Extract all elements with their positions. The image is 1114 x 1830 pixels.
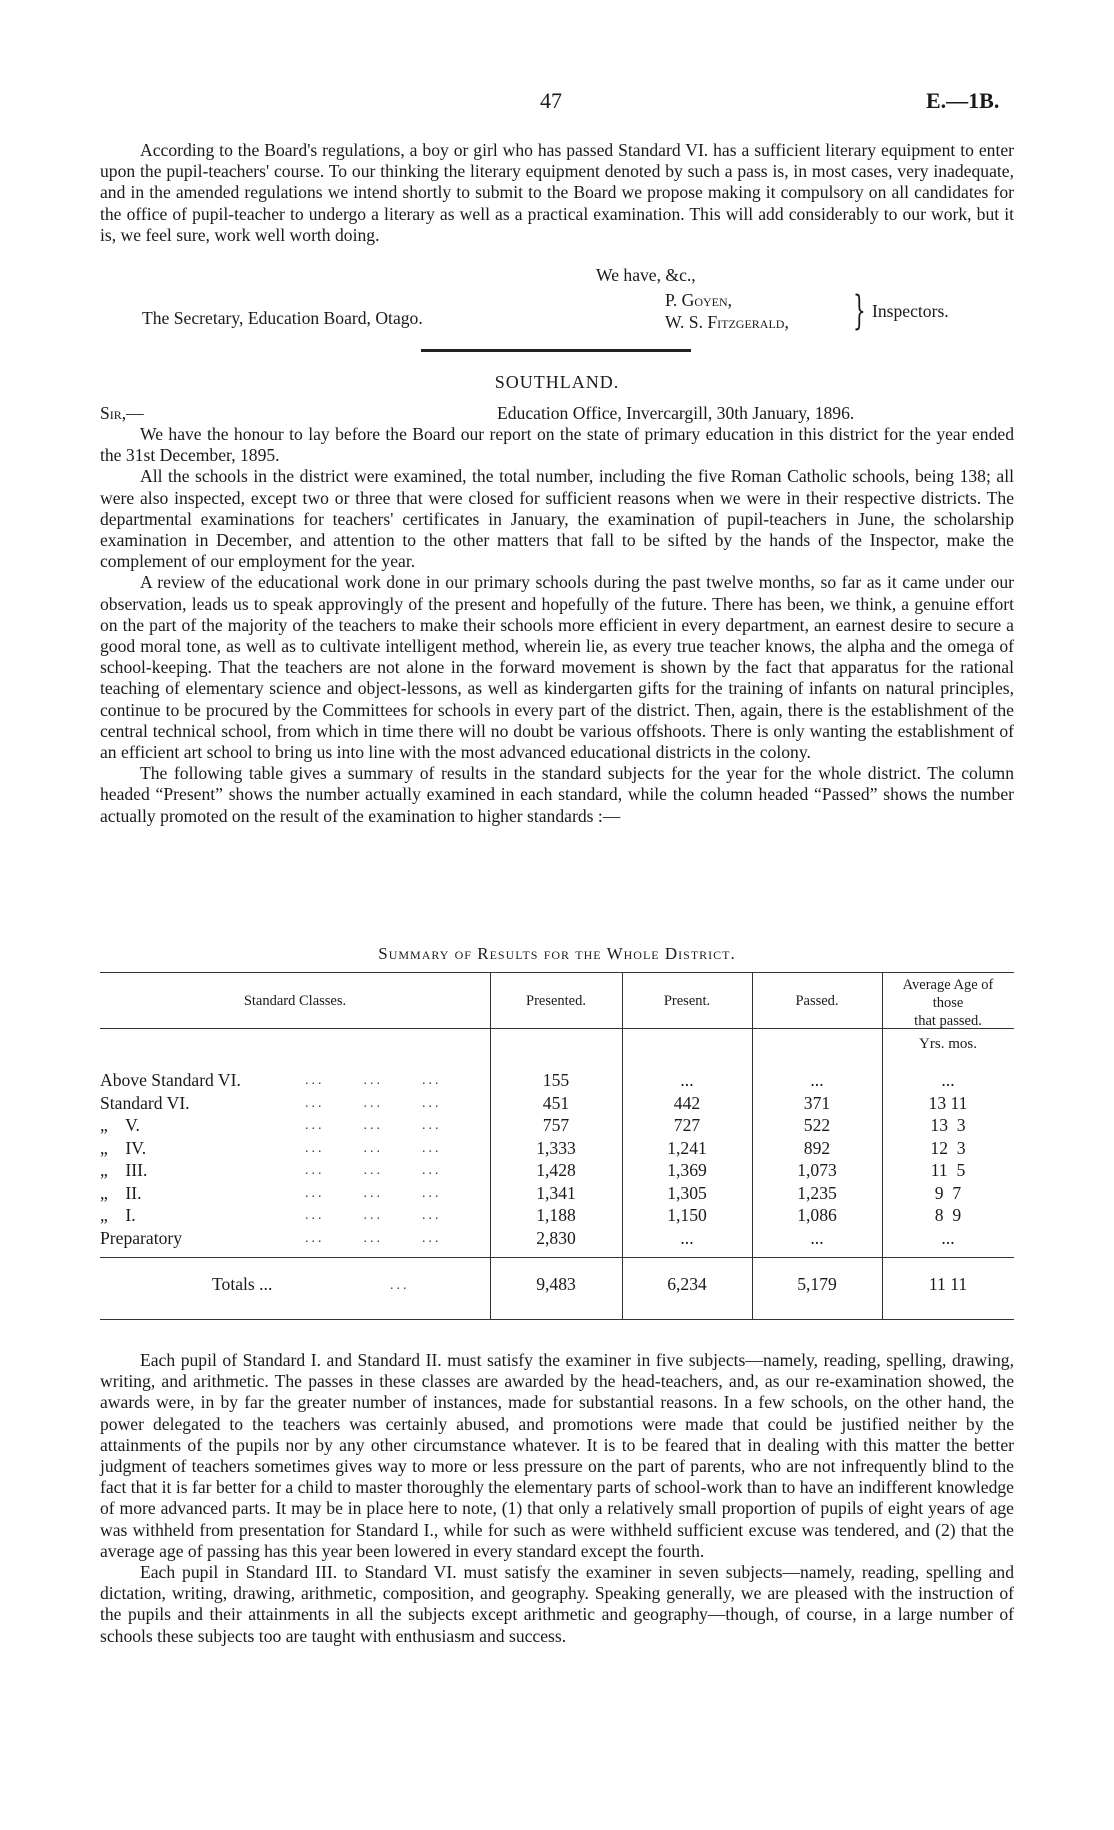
leader-dots: ... ... ... — [305, 1230, 442, 1246]
table-rule — [100, 972, 1014, 973]
header-present: Present. — [663, 993, 711, 1009]
addressee: The Secretary, Education Board, Otago. — [142, 308, 423, 328]
cell-age: ... — [941, 1070, 955, 1090]
cell-presented: 757 — [542, 1115, 570, 1135]
signature-block — [0, 290, 1114, 338]
table-rule — [100, 1319, 1014, 1320]
row-label: Preparatory — [100, 1227, 183, 1248]
cell-presented: 451 — [542, 1092, 570, 1113]
row-label: „ II. — [100, 1182, 142, 1203]
cell-present: 1,305 — [667, 1182, 707, 1203]
document-code: E.—1B. — [926, 88, 1000, 113]
totals-present: 6,234 — [667, 1274, 707, 1294]
cell-present: ... — [680, 1227, 694, 1248]
cell-passed: 371 — [803, 1092, 831, 1113]
table-rule — [100, 1028, 1014, 1029]
cell-age: 12 3 — [930, 1137, 966, 1158]
cell-passed: 522 — [803, 1115, 831, 1135]
cell-age: 13 11 — [928, 1092, 968, 1113]
row-label: „ V. — [100, 1115, 140, 1135]
paragraph: The following table gives a summary of results in the standard subjects for the year for the whole district. The column headed “Present” shows the number actually examined in each standard, while the column headed “Passed” shows the number actually promoted on the result of the examination to higher standards :— — [100, 763, 1014, 826]
age-unit: Yrs. mos. — [919, 1036, 977, 1052]
inspector-name: P. Goyen, — [665, 290, 733, 310]
cell-present: 1,150 — [667, 1205, 707, 1225]
cell-passed: 1,086 — [797, 1205, 837, 1225]
leader-dots: ... ... ... — [305, 1118, 442, 1133]
results-table — [100, 970, 1014, 1320]
cell-passed: 1,073 — [797, 1160, 837, 1180]
paragraph: All the schools in the district were examined, the total number, including the five Roman Catholic schools, being 138; all were also inspected, except two or three that were closed for sufficient reasons when we were in their respective districts. The departmental examinations for teachers' certificates in January, the examination of pupil-teachers in June, the scholarship examination in December, and attention to the other matters that fall to be sifted by the hands of the Inspector, make the complement of our employment for the year. — [100, 466, 1014, 572]
cell-passed: ... — [810, 1070, 824, 1090]
cell-present: 1,369 — [667, 1160, 707, 1180]
paragraph: A review of the educational work done in our primary schools during the past twelve months, so far as it came under our observation, leads us to speak approvingly of the present and hopefully of the future. There has been, we think, a genuine effort on the part of the majority of the teachers to make their schools more efficient in every department, an earnest desire to secure a good moral tone, as well as to cultivate intelligent method, wherein lie, as every true teacher knows, the alpha and the omega of school-keeping. That the teachers are not alone in the forward movement is shown by the fact that apparatus for the rational teaching of elementary science and object-lessons, as well as kindergarten gifts for the training of infants on natural principles, continue to be procured by the Committees for schools in every part of the district. Then, again, there is the establishment of the central technical school, from which in time there will no doubt be various offshoots. There is only wanting the establishment of an efficient art school to bring us into line with the most advanced educational districts in the colony. — [100, 572, 1014, 763]
cell-presented: 1,428 — [536, 1160, 576, 1180]
leader-dots: ... ... ... — [305, 1163, 442, 1178]
cell-present: 1,241 — [667, 1137, 707, 1158]
paragraph: We have the honour to lay before the Board our report on the state of primary education in this district for the year ended the 31st December, 1895. — [100, 424, 1014, 466]
section-divider — [421, 349, 691, 352]
cell-age: 11 5 — [930, 1160, 966, 1180]
leader-dots: ... ... ... — [305, 1073, 442, 1088]
totals-label: Totals ... — [212, 1274, 273, 1294]
cell-presented: 2,830 — [536, 1227, 576, 1248]
otago-paragraph: According to the Board's regulations, a boy or girl who has passed Standard VI. has a sufficient literary equipment to enter upon the pupil-teachers' course. To our thinking the literary equipment denoted by such a pass is, in most cases, very inadequate, and in the amended regulations we intend shortly to submit to the Board we propose making it compulsory on all candidates for the office of pupil-teacher to undergo a literary as well as a practical examination. This will add considerably to our work, but it is, we feel sure, work well worth doing. — [100, 140, 1014, 245]
section-title: SOUTHLAND. — [494, 372, 620, 392]
cell-passed: 1,235 — [797, 1182, 837, 1203]
header-age-line: Average Age of — [902, 977, 994, 993]
cell-age: 9 7 — [934, 1182, 962, 1203]
paragraph: Each pupil of Standard I. and Standard II. must satisfy the examiner in five subjects—namely, reading, spelling, drawing, writing, and arithmetic. The passes in these classes are awarded by the head-teachers, and, as our re-examination showed, the awards were, in by far the greater number of instances, made for substantial reasons. In a few schools, on the other hand, the power delegated to the teachers was certainly abused, and promotions were made that could be justified neither by the attainments of the pupils nor by any other circumstance whatever. It is to be feared that in dealing with this matter the better judgment of teachers sometimes gives way to more or less pressure on the part of parents, who are not infrequently blind to the fact that it is far better for a child to master thoroughly the elementary parts of school-work than to have an indifferent knowledge of more advanced parts. It may be in place here to note, (1) that only a relatively small proportion of pupils of eight years of age was withheld from presentation for Standard I., while for such as were withheld sufficient excuse was tendered, and (2) that the average age of passing has this year been lowered in every standard except the fourth. — [100, 1350, 1014, 1561]
cell-presented: 1,341 — [536, 1182, 576, 1203]
cell-age: 13 3 — [930, 1115, 966, 1135]
cell-passed: ... — [810, 1227, 824, 1248]
leader-dots: ... ... ... — [305, 1185, 442, 1201]
inspector-role: Inspectors. — [872, 301, 949, 321]
brace-symbol: } — [853, 288, 866, 334]
southland-body-continued — [100, 1350, 1014, 1647]
row-label: Standard VI. — [100, 1092, 190, 1113]
inspector-name: W. S. Fitzgerald, — [665, 312, 789, 332]
cell-presented: 155 — [542, 1070, 570, 1090]
leader-dots: ... ... ... — [305, 1095, 442, 1111]
leader-dots: ... ... ... — [305, 1140, 442, 1156]
signature-we-have: We have, &c., — [596, 265, 696, 285]
header-age-line: those — [932, 995, 964, 1011]
table-rule — [100, 1257, 1014, 1258]
table-title: Summary of Results for the Whole District. — [378, 944, 736, 963]
row-label: „ III. — [100, 1160, 148, 1180]
header-age-line: that passed. — [914, 1013, 982, 1029]
cell-present: 442 — [673, 1092, 701, 1113]
cell-presented: 1,188 — [536, 1205, 576, 1225]
header-passed: Passed. — [795, 993, 839, 1009]
dateline: Education Office, Invercargill, 30th January, 1896. — [497, 403, 855, 423]
totals-age: 11 11 — [928, 1274, 968, 1294]
leader-dots: ... ... ... — [305, 1208, 442, 1223]
salutation: Sir,— — [100, 403, 144, 423]
cell-passed: 892 — [803, 1137, 831, 1158]
header-presented: Presented. — [526, 993, 586, 1009]
leader-dots: ... — [390, 1278, 410, 1293]
cell-age: 8 9 — [934, 1205, 962, 1225]
cell-present: ... — [680, 1070, 694, 1090]
row-label: „ IV. — [100, 1137, 147, 1158]
otago-conclusion — [100, 140, 1014, 246]
totals-passed: 5,179 — [797, 1274, 837, 1294]
southland-body — [100, 424, 1014, 827]
header-average-age — [882, 976, 1014, 1030]
cell-present: 727 — [673, 1115, 701, 1135]
paragraph: Each pupil in Standard III. to Standard VI. must satisfy the examiner in seven subjects—namely, reading, spelling and dictation, writing, drawing, arithmetic, composition, and geography. Speaking generally, we are pleased with the instruction of the pupils and their attainments in all the subjects except arithmetic and geography—though, of course, in a large number of schools these subjects too are taught with enthusiasm and success. — [100, 1562, 1014, 1646]
page-number: 47 — [540, 88, 562, 113]
cell-presented: 1,333 — [536, 1137, 576, 1158]
header-classes: Standard Classes. — [243, 993, 347, 1009]
totals-presented: 9,483 — [536, 1274, 576, 1294]
cell-age: ... — [941, 1227, 955, 1248]
row-label: Above Standard VI. — [100, 1070, 241, 1090]
page-header — [0, 88, 1114, 118]
row-label: „ I. — [100, 1205, 136, 1225]
